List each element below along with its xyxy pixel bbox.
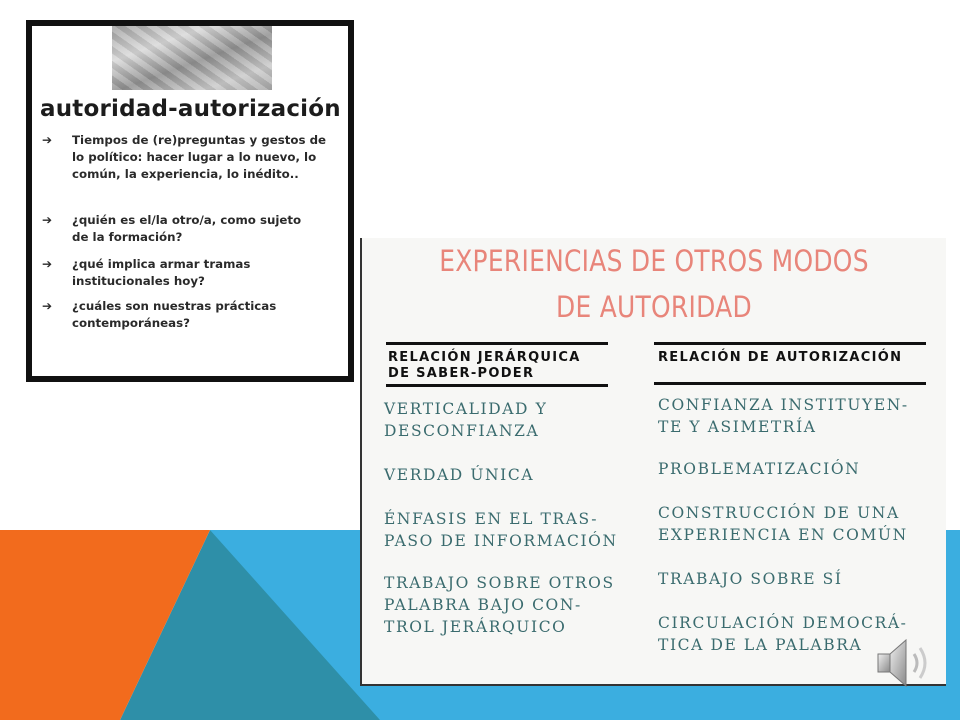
tape-decoration <box>112 26 272 90</box>
right-card-title-line2: DE AUTORIDAD <box>556 290 752 324</box>
left-column-heading <box>388 350 581 382</box>
item-line: VERDAD ÚNICA <box>384 466 535 484</box>
bullet-line: Tiempos de (re)preguntas y gestos de <box>72 133 327 147</box>
item-line: DESCONFIANZA <box>384 422 540 440</box>
bullet-line: ¿qué implica armar tramas <box>72 257 251 271</box>
item-line: VERTICALIDAD Y <box>384 400 548 418</box>
bullet-item <box>42 212 342 246</box>
left-list-item <box>384 398 547 442</box>
item-line: CONSTRUCCIÓN DE UNA <box>658 504 900 522</box>
bullet-line: contemporáneas? <box>72 316 190 330</box>
right-list-item <box>658 568 843 590</box>
left-card-paper <box>32 26 348 376</box>
right-list-item <box>658 502 908 546</box>
item-line: TICA DE LA PALABRA <box>658 636 863 654</box>
item-line: PASO DE INFORMACIÓN <box>384 532 618 550</box>
left-list-item <box>384 464 534 486</box>
bullet-text <box>72 256 342 290</box>
right-column-heading: RELACIÓN DE AUTORIZACIÓN <box>658 350 903 365</box>
bullet-line: ¿cuáles son nuestras prácticas <box>72 299 277 313</box>
column-rule <box>386 342 608 345</box>
left-list-item <box>384 508 618 552</box>
left-image-card <box>26 20 354 382</box>
item-line: CIRCULACIÓN DEMOCRÁ- <box>658 614 908 632</box>
right-card-title-line1: EXPERIENCIAS DE OTROS MODOS <box>439 244 869 278</box>
bullet-line: común, la experiencia, lo inédito.. <box>72 167 299 181</box>
column-rule <box>654 382 926 385</box>
arrow-icon: ➔ <box>42 213 53 227</box>
bullet-line: lo político: hacer lugar a lo nuevo, lo <box>72 150 317 164</box>
right-list-item <box>658 394 909 438</box>
item-line: TRABAJO SOBRE SÍ <box>658 570 843 588</box>
right-list-item <box>658 458 860 480</box>
speaker-icon[interactable] <box>872 634 934 692</box>
item-line: ÉNFASIS EN EL TRAS- <box>384 510 599 528</box>
bullet-item <box>42 132 342 183</box>
heading-line: RELACIÓN JERÁRQUICA <box>388 350 581 365</box>
heading-line: DE SABER-PODER <box>388 366 535 381</box>
item-line: TROL JERÁRQUICO <box>384 618 567 636</box>
item-line: PALABRA BAJO CON- <box>384 596 582 614</box>
column-rule <box>654 342 926 345</box>
bullet-text <box>72 298 342 332</box>
bullet-line: ¿quién es el/la otro/a, como sujeto <box>72 213 302 227</box>
arrow-icon: ➔ <box>42 133 53 147</box>
bullet-item <box>42 298 342 332</box>
arrow-icon: ➔ <box>42 299 53 313</box>
item-line: PROBLEMATIZACIÓN <box>658 460 861 478</box>
left-list-item <box>384 572 615 638</box>
arrow-icon: ➔ <box>42 257 53 271</box>
right-image-card <box>360 238 946 686</box>
right-list-item <box>658 612 908 656</box>
bullet-text <box>72 212 342 246</box>
bullet-line: de la formación? <box>72 230 183 244</box>
bullet-item <box>42 256 342 290</box>
column-rule <box>386 384 608 387</box>
item-line: TE Y ASIMETRÍA <box>658 418 817 436</box>
item-line: EXPERIENCIA EN COMÚN <box>658 526 908 544</box>
bullet-line: institucionales hoy? <box>72 274 205 288</box>
item-line: TRABAJO SOBRE OTROS <box>384 574 615 592</box>
bullet-text <box>72 132 342 183</box>
left-card-title: autoridad-autorización <box>40 96 341 122</box>
item-line: CONFIANZA INSTITUYEN- <box>658 396 909 414</box>
